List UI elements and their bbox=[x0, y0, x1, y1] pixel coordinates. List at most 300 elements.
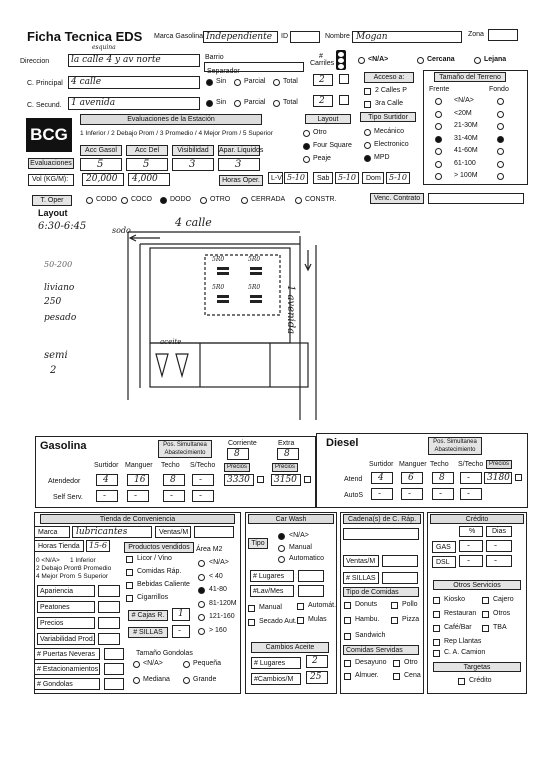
credito-pct-box bbox=[459, 526, 483, 537]
gasolina-self_vals-field-3[interactable] bbox=[192, 490, 214, 502]
cadena-sandwich-label: Sandwich bbox=[355, 632, 386, 639]
tienda-row-label-1: Peatones bbox=[40, 604, 70, 611]
eval-title-bar: Evaluaciones de la Estación bbox=[80, 114, 262, 125]
tienda-gondolas-field[interactable] bbox=[104, 678, 124, 690]
layout-calle-left: sodo bbox=[112, 226, 131, 235]
credito-gas-pct-field[interactable] bbox=[459, 540, 483, 552]
otros-checkbox-3[interactable] bbox=[482, 611, 489, 618]
cadena-ventas-field[interactable] bbox=[382, 555, 418, 567]
tipo-four-label: Four Square bbox=[313, 142, 352, 149]
diesel-atend_vals-field-1[interactable] bbox=[401, 472, 423, 484]
cadena-sillas-field[interactable] bbox=[382, 572, 418, 584]
tienda-area-label-5: > 160 bbox=[209, 626, 227, 634]
gasolina-precio-1-field[interactable] bbox=[224, 474, 254, 486]
nombre-label: Nombre bbox=[325, 33, 350, 40]
tienda-ventas-label: Ventas/M bbox=[159, 529, 189, 536]
servidas-otro-checkbox[interactable] bbox=[393, 660, 400, 667]
diesel-autos_vals-value-3: - bbox=[467, 489, 471, 499]
tienda-row-label-3: Variabilidad Prod. bbox=[40, 636, 95, 643]
tienda-sillas-field[interactable] bbox=[172, 625, 190, 638]
gondola-mediana-radio[interactable] bbox=[133, 677, 140, 684]
tienda-area-label-3: 81-120M bbox=[209, 599, 237, 607]
terreno-button[interactable]: Tamaño del Terreno bbox=[434, 72, 506, 82]
credito-gas-dias-field[interactable] bbox=[486, 540, 512, 552]
servidas-desayuno-checkbox[interactable] bbox=[344, 660, 351, 667]
credito-gas-box bbox=[432, 541, 456, 553]
sab-label: Sab bbox=[317, 175, 330, 182]
vol-label: Vol (KG/M): bbox=[32, 176, 69, 183]
credito-dsl-pct-field[interactable] bbox=[459, 555, 483, 567]
carwash-title-bar: Car Wash bbox=[248, 514, 334, 524]
cambios-count-value: 25 bbox=[310, 672, 322, 682]
sab-value: 5-10 bbox=[338, 173, 356, 182]
carwash-manual-label: Manual bbox=[289, 544, 312, 551]
carwash-lugares-label: # Lugares bbox=[253, 573, 285, 580]
terreno-option-label-0: <N/A> bbox=[454, 97, 474, 104]
oper-label-4: CERRADA bbox=[251, 196, 286, 203]
eval-col-0[interactable]: Acc Gasol bbox=[80, 145, 122, 156]
carwash-secado-checkbox[interactable] bbox=[248, 619, 255, 626]
gasolina-extra-field[interactable] bbox=[277, 448, 299, 460]
cambios-lugares-label: # Lugares bbox=[254, 660, 286, 667]
otros-label-3: Otros bbox=[493, 610, 511, 617]
credito-dsl-dias-value: - bbox=[494, 556, 498, 566]
carwash-lav-label: #Lav/Mes bbox=[253, 588, 284, 595]
tienda-area-label-4: 121-160 bbox=[209, 613, 235, 620]
gasolina-atend_vals-value-1: 16 bbox=[134, 475, 146, 485]
terreno-option-label-3: 31-40M bbox=[454, 134, 478, 142]
dom-label: Dom bbox=[366, 175, 381, 182]
gasolina-extra-value: 8 bbox=[284, 449, 290, 459]
cadena-ventas-box bbox=[343, 555, 379, 567]
layout-avenida: 1 avenida bbox=[285, 285, 296, 335]
servidas-otro-label: Otro bbox=[404, 659, 418, 666]
diesel-col-3: S/Techo bbox=[458, 461, 484, 468]
terreno-frente-label: Frente bbox=[429, 86, 450, 93]
tipo-otro-label: Otro bbox=[313, 129, 327, 136]
otros-label-7: C. A. Camion bbox=[444, 649, 486, 656]
gondola-pequena-radio[interactable] bbox=[183, 661, 190, 668]
diesel-autos_vals-value-0: - bbox=[378, 489, 382, 499]
cambios-lugares-value: 2 bbox=[312, 656, 318, 666]
tienda-cajas-value: 1 bbox=[178, 609, 184, 619]
oper-label-0: CODO bbox=[96, 196, 117, 203]
tienda-gondolas-label: # Gondolas bbox=[37, 681, 73, 688]
tienda-sillas-value: - bbox=[178, 626, 182, 636]
separador-label: Separador bbox=[207, 68, 240, 75]
layout-calle-top: 4 calle bbox=[175, 216, 212, 229]
proximity-cercana-label: Cercana bbox=[427, 56, 455, 63]
gasolina-self_vals-value-2: - bbox=[170, 491, 174, 501]
gasolina-atend_vals-field-0[interactable] bbox=[96, 474, 118, 486]
dos-calles-label: 2 Calles P bbox=[375, 87, 407, 94]
gasolina-corriente-value: 8 bbox=[234, 449, 240, 459]
gasolina-corriente-field[interactable] bbox=[227, 448, 249, 460]
gasolina-col-0: Surtidor bbox=[94, 462, 119, 469]
carwash-secado-label: Secado Aut. bbox=[259, 618, 297, 625]
servidas-desayuno-label: Desayuno bbox=[355, 659, 387, 666]
otros-servicios-button[interactable]: Otros Servicios bbox=[433, 580, 521, 590]
servidas-almuer-checkbox[interactable] bbox=[344, 673, 351, 680]
diesel-autos_vals-field-1[interactable] bbox=[401, 488, 423, 500]
tienda-scale-1: 1 Inferior bbox=[70, 557, 96, 564]
cadena-sillas-label: # SILLAS bbox=[346, 575, 376, 582]
servidas-cena-label: Cena bbox=[404, 672, 421, 679]
carriles-label: # Carriles bbox=[310, 53, 335, 67]
gasolina-atend_vals-value-0: 4 bbox=[103, 475, 109, 485]
t-oper-button[interactable]: T. Oper bbox=[32, 195, 72, 206]
tienda-horas-label: Horas Tienda bbox=[38, 543, 80, 550]
gasolina-precio-2-field[interactable] bbox=[271, 474, 301, 486]
tienda-area-radio-2[interactable] bbox=[198, 587, 205, 594]
tienda-cajas-field[interactable] bbox=[172, 608, 190, 621]
id-label: ID bbox=[281, 33, 288, 40]
diesel-autos_vals-value-1: - bbox=[408, 489, 412, 499]
tienda-row-box-3 bbox=[37, 633, 95, 645]
tienda-puertas-box bbox=[34, 648, 100, 660]
carwash-mulas-checkbox[interactable] bbox=[297, 617, 304, 624]
credito-gas-pct-value: - bbox=[467, 541, 471, 551]
page-title: Ficha Tecnica EDS bbox=[27, 29, 143, 44]
carwash-tipo-button[interactable]: Tipo bbox=[248, 538, 268, 549]
eval-value-1: 5 bbox=[143, 159, 150, 170]
carwash-lugares-field[interactable] bbox=[298, 570, 324, 582]
principal-label: C. Principal bbox=[27, 80, 63, 87]
carwash-auto-radio[interactable] bbox=[278, 556, 285, 563]
diesel-precio-field[interactable] bbox=[484, 472, 512, 484]
tienda-producto-label-0: Licor / Vino bbox=[137, 555, 172, 562]
carwash-mulas-label: Mulas bbox=[308, 616, 327, 623]
otros-checkbox-5[interactable] bbox=[482, 625, 489, 632]
layout-pesado: pesado bbox=[44, 313, 77, 323]
marca-gasolina-value: Independiente bbox=[206, 32, 273, 42]
diesel-col-1: Manguer bbox=[399, 461, 427, 468]
oper-label-3: OTRO bbox=[210, 196, 231, 203]
gasolina-simul-button[interactable]: Pos. Simultanea Abastecimiento bbox=[158, 440, 212, 458]
marca-gasolina-label: Marca Gasolina bbox=[154, 33, 204, 40]
gasolina-precio-1-checkbox[interactable] bbox=[257, 476, 264, 483]
surt-mecanico-label: Mecánico bbox=[374, 128, 404, 135]
tienda-row-field-2[interactable] bbox=[98, 617, 120, 629]
otros-label-6: Rep Llantas bbox=[444, 638, 482, 645]
servidas-cena-checkbox[interactable] bbox=[393, 673, 400, 680]
otros-label-5: TBA bbox=[493, 624, 507, 631]
gasolina-corriente-label: Corriente bbox=[228, 440, 257, 447]
otros-checkbox-7[interactable] bbox=[433, 650, 440, 657]
eval-value-3: 3 bbox=[235, 159, 242, 170]
tienda-producto-checkbox-0[interactable] bbox=[126, 556, 133, 563]
tienda-area-radio-3[interactable] bbox=[198, 601, 205, 608]
gasolina-atend_vals-field-3[interactable] bbox=[192, 474, 214, 486]
carwash-lav-field[interactable] bbox=[298, 585, 324, 597]
eval-value-2: 3 bbox=[189, 159, 196, 170]
cadena-ventas-label: Ventas/M bbox=[346, 558, 376, 565]
eval-col-2[interactable]: Visibilidad bbox=[172, 145, 214, 156]
tienda-area-radio-4[interactable] bbox=[198, 614, 205, 621]
tienda-area-radio-0[interactable] bbox=[198, 560, 205, 567]
layout-semi: semi bbox=[44, 350, 68, 361]
cadena-name-field[interactable] bbox=[343, 528, 419, 540]
tienda-row-label-0: Apariencia bbox=[40, 588, 74, 595]
tienda-area-label-2: 41-80 bbox=[209, 586, 227, 593]
cambios-count-label: #Cambios/M bbox=[254, 676, 294, 683]
tienda-producto-label-3: Cigarrillos bbox=[137, 594, 169, 601]
eval-value-0: 5 bbox=[97, 159, 104, 170]
gasolina-self_vals-field-1[interactable] bbox=[127, 490, 149, 502]
tres-calle-label: 3ra Calle bbox=[375, 100, 404, 107]
diesel-simul-button[interactable]: Pos. Simultanea Abastecimiento bbox=[428, 437, 482, 455]
otros-label-1: Cajero bbox=[493, 596, 514, 603]
diesel-atend_vals-value-2: 8 bbox=[439, 473, 445, 483]
gasolina-col-1: Manguer bbox=[125, 462, 153, 469]
secund-value: 1 avenida bbox=[71, 98, 116, 108]
layout-liviano-value: 250 bbox=[44, 297, 62, 307]
tienda-estac-label: # Estacionamientos bbox=[37, 666, 99, 673]
credito-gas-dias-value: - bbox=[494, 541, 498, 551]
tienda-row-box-0 bbox=[37, 585, 95, 597]
comidas-servidas-button[interactable]: Comidas Servidas bbox=[343, 645, 419, 655]
gasolina-title: Gasolina bbox=[40, 440, 87, 452]
tienda-marca-field[interactable] bbox=[72, 526, 152, 538]
diesel-atend_vals-value-1: 6 bbox=[408, 473, 414, 483]
tienda-area-radio-1[interactable] bbox=[198, 574, 205, 581]
credito-dsl-dias-field[interactable] bbox=[486, 555, 512, 567]
tienda-area-label-1: < 40 bbox=[209, 572, 223, 580]
eval-col-3[interactable]: Apar. Liquidos bbox=[219, 147, 264, 154]
principal-parcial-label: Parcial bbox=[244, 78, 266, 85]
oper-label-2: DODO bbox=[170, 196, 191, 203]
zona-label: Zona bbox=[468, 31, 484, 38]
lv-label: L-V bbox=[271, 175, 282, 182]
gasolina-atend_vals-value-2: 8 bbox=[170, 475, 176, 485]
gasolina-precio-1-value: 3330 bbox=[227, 475, 250, 485]
pump-label-1: 5R0 bbox=[212, 256, 225, 263]
otros-label-0: Kiosko bbox=[444, 596, 466, 603]
gasolina-atendedor-label: Atendedor bbox=[48, 478, 81, 485]
otros-checkbox-2[interactable] bbox=[433, 611, 440, 618]
tienda-horas-field[interactable] bbox=[86, 540, 110, 552]
arrow-down bbox=[305, 250, 311, 270]
tienda-area-label: Área M2 bbox=[196, 546, 223, 553]
tienda-producto-label-2: Bebidas Caliente bbox=[137, 581, 190, 588]
venc-contrato-button[interactable]: Venc. Contrato bbox=[370, 193, 424, 204]
principal-sin-label: Sin bbox=[216, 78, 227, 85]
credito-dsl-box bbox=[432, 556, 456, 568]
direccion-value: la calle 4 y av norte bbox=[71, 55, 161, 65]
gasolina-precios-bar-1: Precios bbox=[224, 463, 250, 472]
gasolina-atend_vals-field-1[interactable] bbox=[127, 474, 149, 486]
cadena-pizza-label: Pizza bbox=[402, 616, 420, 623]
horas-oper-button[interactable]: Horas Oper. bbox=[219, 175, 263, 186]
gasolina-self_vals-field-2[interactable] bbox=[163, 490, 185, 502]
credito-title-bar: Crédito bbox=[430, 514, 524, 524]
tienda-row-box-2 bbox=[37, 617, 95, 629]
surt-electronico-label: Electronico bbox=[374, 141, 409, 148]
otros-checkbox-0[interactable] bbox=[433, 597, 440, 604]
tienda-puertas-field[interactable] bbox=[104, 648, 124, 660]
tienda-cajas-label[interactable]: # Cajas R. bbox=[128, 610, 168, 621]
tienda-marca-label-box bbox=[34, 526, 70, 538]
tienda-row-field-1[interactable] bbox=[98, 601, 120, 613]
terreno-option-label-2: 21-30M bbox=[454, 122, 478, 129]
gasolina-col-3: S/Techo bbox=[190, 462, 216, 469]
tienda-horas-label-box bbox=[34, 540, 84, 552]
direccion-note: esquina bbox=[92, 44, 116, 51]
productos-vendidos-button[interactable]: Productos vendidos bbox=[124, 542, 194, 553]
diesel-atend_vals-field-3[interactable] bbox=[460, 472, 482, 484]
tienda-horas-value: 15-6 bbox=[89, 541, 107, 550]
cambios-lugares-box bbox=[251, 657, 301, 669]
targetas-button[interactable]: Targetas bbox=[433, 662, 521, 672]
principal-value: 4 calle bbox=[71, 77, 102, 87]
credito-dsl-pct-value: - bbox=[467, 556, 471, 566]
gondola-pequena-label: Pequeña bbox=[193, 660, 222, 667]
terreno-option-label-6: > 100M bbox=[454, 172, 478, 179]
diesel-autos_vals-field-0[interactable] bbox=[371, 488, 393, 500]
cadena-hambu-checkbox[interactable] bbox=[344, 617, 351, 624]
cadena-sandwich-checkbox[interactable] bbox=[344, 633, 351, 640]
gasolina-atend_vals-field-2[interactable] bbox=[163, 474, 185, 486]
tipo-surtidor-button[interactable]: Tipo Surtidor bbox=[360, 112, 416, 122]
carwash-na-radio[interactable] bbox=[278, 533, 285, 540]
otros-checkbox-6[interactable] bbox=[433, 639, 440, 646]
tienda-ventas-label-box bbox=[155, 526, 191, 538]
proximity-na-label: <N/A> bbox=[368, 56, 389, 63]
carwash-autom-checkbox[interactable] bbox=[297, 603, 304, 610]
eval-scale: 1 Inferior / 2 Debajo Prom / 3 Promedio / 4 Mejor Prom / 5 Superior bbox=[80, 130, 273, 137]
principal-total-label: Total bbox=[283, 78, 298, 85]
tipo-peaje-label: Peaje bbox=[313, 155, 331, 162]
otros-label-4: Café/Bar bbox=[444, 624, 472, 631]
layout-range: 50-200 bbox=[44, 260, 73, 269]
oil-funnel-icon bbox=[156, 354, 188, 376]
tienda-row-field-3[interactable] bbox=[98, 633, 120, 645]
credito-dias-box bbox=[486, 526, 512, 537]
credito-dias-label: Dias bbox=[492, 528, 507, 535]
proximity-lejana-label: Lejana bbox=[484, 56, 507, 63]
layout-hours: 6:30-6:45 bbox=[38, 221, 87, 232]
terreno-option-label-5: 61-100 bbox=[454, 159, 476, 167]
nombre-value: Mogan bbox=[356, 32, 388, 42]
cambios-count-box bbox=[251, 673, 301, 685]
diesel-autos_vals-field-3[interactable] bbox=[460, 488, 482, 500]
cadena-title-bar: Cadena(s) de C. Ráp. bbox=[343, 514, 421, 524]
credito-dsl-label: DSL bbox=[436, 559, 450, 566]
otros-checkbox-1[interactable] bbox=[482, 597, 489, 604]
diesel-precio-value: 3180 bbox=[487, 473, 510, 483]
layout-liviano: liviano bbox=[44, 283, 75, 293]
carwash-manual-chk-label: Manual bbox=[259, 604, 282, 611]
cadena-pollo-checkbox[interactable] bbox=[391, 602, 398, 609]
bcg-logo: BCG bbox=[26, 118, 72, 152]
gasolina-precios-bar-2: Precios bbox=[272, 463, 298, 472]
terreno-option-label-4: 41-60M bbox=[454, 147, 478, 154]
tienda-estac-field[interactable] bbox=[104, 663, 124, 675]
tienda-scale-3: 3 Promedio bbox=[78, 565, 112, 572]
tienda-producto-checkbox-3[interactable] bbox=[126, 595, 133, 602]
diesel-atend_vals-field-0[interactable] bbox=[371, 472, 393, 484]
credito-checkbox[interactable] bbox=[458, 678, 465, 685]
evaluaciones-button[interactable]: Evaluaciones bbox=[28, 158, 74, 169]
secund-total-label: Total bbox=[283, 99, 298, 106]
arrow-left bbox=[130, 235, 160, 241]
building bbox=[150, 343, 308, 387]
direccion-label: Direccion bbox=[20, 58, 50, 65]
vol-del-value: 4,000 bbox=[132, 174, 158, 184]
carwash-manual-radio[interactable] bbox=[278, 545, 285, 552]
lv-value: 5-10 bbox=[287, 173, 305, 182]
carwash-lav-box bbox=[250, 585, 294, 597]
layout-button[interactable]: Layout bbox=[305, 114, 351, 124]
gondola-na-radio[interactable] bbox=[133, 661, 140, 668]
acceso-button[interactable]: Acceso a: bbox=[364, 72, 414, 83]
tienda-area-label-0: <N/A> bbox=[209, 559, 229, 566]
tienda-gondolas-box bbox=[34, 678, 100, 690]
tipo-comidas-button[interactable]: Tipo de Comidas bbox=[343, 587, 419, 597]
oper-label-1: COCO bbox=[131, 196, 152, 203]
tienda-scale-2: 2 Debajo Prom bbox=[36, 565, 80, 572]
diesel-precio-checkbox[interactable] bbox=[515, 474, 522, 481]
cadena-hambu-label: Hambu. bbox=[355, 616, 380, 623]
eval-col-1[interactable]: Acc Del bbox=[126, 145, 168, 156]
diesel-atend_vals-value-3: - bbox=[467, 473, 471, 483]
tienda-scale-4: 4 Mejor Prom bbox=[36, 573, 76, 580]
tienda-area-radio-5[interactable] bbox=[198, 628, 205, 635]
cadena-pollo-label: Pollo bbox=[402, 601, 418, 608]
cadena-donuts-checkbox[interactable] bbox=[344, 602, 351, 609]
dom-value: 5-10 bbox=[389, 173, 407, 182]
tienda-sillas-label[interactable]: # SILLAS bbox=[128, 627, 168, 638]
tienda-tamano-label: Tamaño Gondolas bbox=[136, 650, 193, 657]
otros-label-2: Restauran bbox=[444, 610, 477, 617]
secund-label: C. Secund. bbox=[27, 102, 62, 109]
gasolina-precio-2-checkbox[interactable] bbox=[304, 476, 311, 483]
otros-checkbox-4[interactable] bbox=[433, 625, 440, 632]
gasolina-self_vals-field-0[interactable] bbox=[96, 490, 118, 502]
tienda-row-field-0[interactable] bbox=[98, 585, 120, 597]
diesel-col-0: Surtidor bbox=[369, 461, 394, 468]
gasolina-self_vals-value-3: - bbox=[199, 491, 203, 501]
gasolina-self_vals-value-1: - bbox=[134, 491, 138, 501]
gondola-mediana-label: Mediana bbox=[143, 676, 170, 683]
carwash-autom-label: Automát. bbox=[308, 602, 337, 609]
layout-label: Layout bbox=[38, 208, 68, 218]
tienda-producto-checkbox-1[interactable] bbox=[126, 569, 133, 576]
gondola-grande-label: Grande bbox=[193, 676, 217, 683]
cadena-pizza-checkbox[interactable] bbox=[391, 617, 398, 624]
cambios-count-field[interactable] bbox=[306, 671, 328, 684]
gondola-grande-radio[interactable] bbox=[183, 677, 190, 684]
secund-parcial-label: Parcial bbox=[244, 99, 266, 106]
cadena-sillas-box bbox=[343, 572, 379, 584]
tienda-marca-value: lubricantes bbox=[76, 527, 128, 537]
diesel-atend_vals-field-2[interactable] bbox=[432, 472, 454, 484]
tienda-marca-label: Marca bbox=[38, 529, 58, 536]
terreno-fondo-label: Fondo bbox=[489, 86, 509, 93]
tienda-scale-0: 0 <N/A> bbox=[36, 557, 60, 564]
oper-label-5: CONSTR. bbox=[305, 196, 337, 203]
carwash-lugares-box bbox=[250, 570, 294, 582]
terreno-option-label-1: <20M bbox=[454, 109, 472, 117]
carwash-manual-checkbox[interactable] bbox=[248, 605, 255, 612]
tienda-title-bar: Tienda de Conveniencia bbox=[40, 514, 235, 524]
cambios-aceite-button[interactable]: Cambios Aceite bbox=[251, 642, 329, 653]
diesel-col-2: Techo bbox=[430, 461, 449, 468]
tienda-producto-checkbox-2[interactable] bbox=[126, 582, 133, 589]
diesel-autos_vals-field-2[interactable] bbox=[432, 488, 454, 500]
tienda-ventas-field[interactable] bbox=[194, 526, 234, 538]
cambios-lugares-field[interactable] bbox=[306, 655, 328, 668]
